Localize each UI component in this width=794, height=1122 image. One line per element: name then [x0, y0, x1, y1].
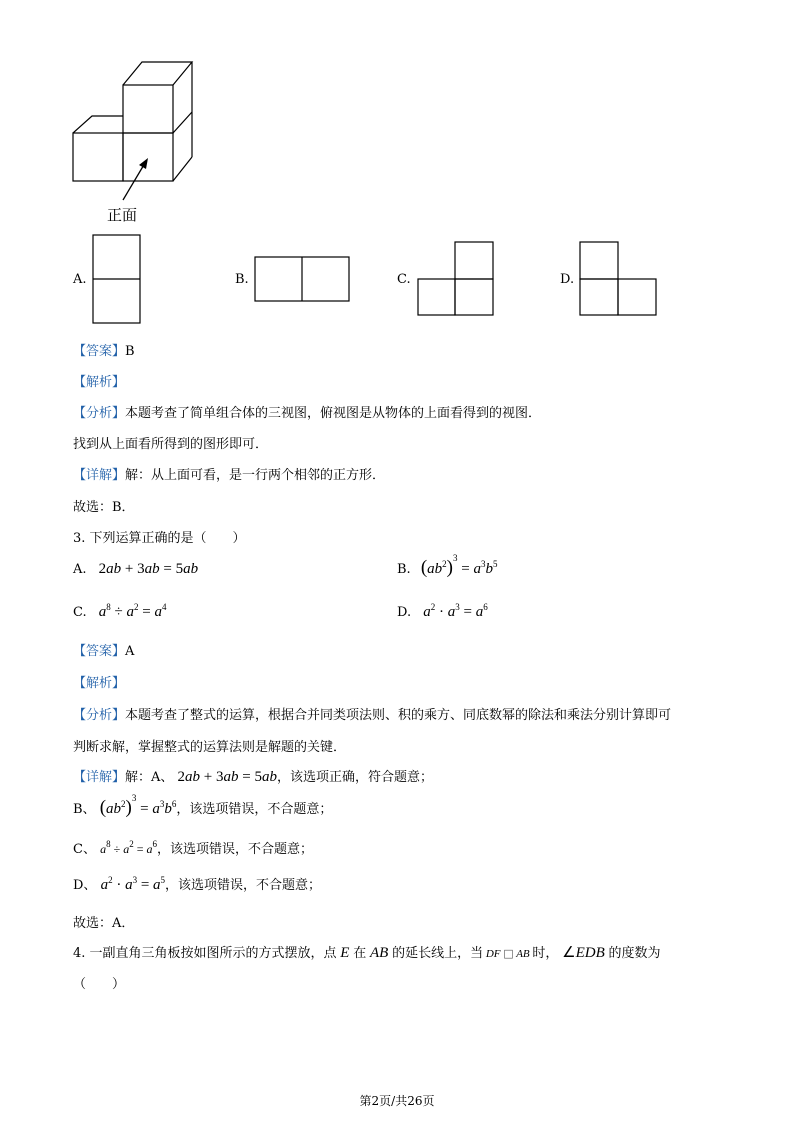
q2-option-a-label: A. — [73, 272, 87, 287]
q3-choose: 故选：A． — [73, 916, 135, 931]
q4-stem-line2: （ ） — [73, 977, 126, 992]
q3-option-d-expr: $a^2 \cdot a^3 = a^6$ — [423, 602, 488, 620]
q3-fenxi: 【分析】本题考查了整式的运算，根据合并同类项法则、积的乘方、同底数幂的除法和乘法分别计算即可 — [73, 708, 672, 723]
q3-answer: 【答案】A — [73, 644, 135, 659]
q4-segment-df: DF — [483, 948, 504, 960]
q3-option-a: A. 2ab + 3ab = 5ab — [73, 561, 199, 577]
q2-fenxi-line2: 找到从上面看所得到的图形即可． — [73, 437, 269, 452]
q3-detail-a-expr: 2ab + 3ab = 5ab — [177, 769, 277, 785]
q2-option-c-label: C. — [397, 272, 411, 287]
q3-stem: 3. 下列运算正确的是（ ） — [73, 531, 246, 546]
q3-fenxi-line2: 判断求解，掌握整式的运算法则是解题的关键． — [73, 740, 347, 755]
q2-choose: 故选：B． — [73, 500, 135, 515]
parallel-symbol-icon: □ — [503, 947, 514, 960]
q2-fenxi: 【分析】本题考查了简单组合体的三视图，俯视图是从物体的上面看得到的视图． — [73, 406, 542, 421]
q2-option-d-label: D. — [560, 272, 575, 287]
q3-option-c: C. $a^8 \div a^2 = a^4$ — [73, 602, 167, 620]
q3-detail-d: D、 $a^2 \cdot a^3 = a^5$，该选项错误，不合题意； — [73, 875, 322, 893]
q4-stem: 4. 一副直角三角板按如图所示的方式摆放，点 E 在 AB 的延长线上，当 DF □ AB 时， ∠EDB 的度数为 — [73, 945, 661, 961]
q3-option-b: B. $(ab^2)^3 = a^3b^5$ — [397, 553, 498, 578]
q3-detail-a: 【详解】解：A、 2ab + 3ab = 5ab，该选项正确，符合题意； — [73, 769, 433, 785]
q4-point-e: E — [336, 945, 354, 961]
q3-detail-c: C、 $a^8 \div a^2 = a^6$，该选项错误，不合题意； — [73, 839, 313, 857]
page-footer: 第2页/共26页 — [359, 1094, 435, 1108]
q2-analysis-tag: 【解析】 — [73, 375, 126, 390]
q3-option-c-expr: $a^8 \div a^2 = a^4$ — [98, 602, 167, 620]
q4-angle-edb: ∠EDB — [562, 945, 609, 961]
q2-option-b-label: B. — [235, 272, 249, 287]
q2-answer: 【答案】B — [73, 344, 135, 359]
q4-segment-ab-2: AB — [513, 948, 533, 960]
q3-detail-c-expr: $a^8 \div a^2 = a^6$ — [100, 839, 157, 856]
q3-detail-b-expr: $(ab^2)^3 = a^3b^6$ — [99, 793, 177, 818]
q3-option-d: D. $a^2 \cdot a^3 = a^6$ — [397, 602, 488, 620]
q2-detail: 【详解】解：从上面可看，是一行两个相邻的正方形． — [73, 468, 386, 483]
q3-option-b-expr: $(ab^2)^3 = a^3b^5$ — [420, 553, 498, 578]
q3-option-a-expr: 2ab + 3ab = 5ab — [98, 561, 199, 577]
q3-detail-b: B、 $(ab^2)^3 = a^3b^6$，该选项错误，不合题意； — [73, 793, 333, 818]
figure-label: 正面 — [107, 206, 138, 224]
q3-detail-d-expr: $a^2 \cdot a^3 = a^5$ — [100, 875, 166, 893]
q4-segment-ab: AB — [366, 945, 393, 961]
option-d-figure — [0, 0, 794, 330]
q3-analysis-tag: 【解析】 — [73, 676, 126, 691]
